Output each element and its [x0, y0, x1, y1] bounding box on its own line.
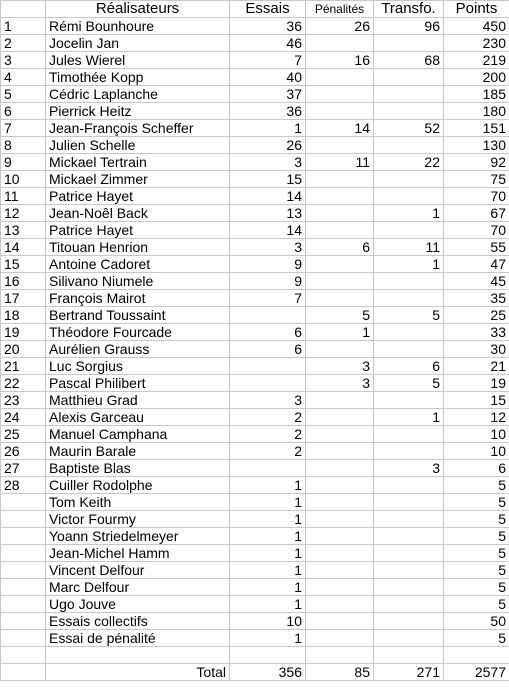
penalites-cell[interactable]	[306, 171, 374, 188]
name-cell[interactable]	[46, 647, 230, 664]
rank-cell[interactable]: 3	[1, 52, 46, 69]
points-cell[interactable]: 75	[444, 171, 509, 188]
transfo-cell[interactable]: 3	[374, 460, 444, 477]
table-row	[1, 613, 509, 630]
name-cell[interactable]: Silivano Niumele	[46, 273, 230, 290]
transfo-cell[interactable]	[374, 188, 444, 205]
transfo-cell[interactable]	[374, 426, 444, 443]
transfo-cell[interactable]	[374, 528, 444, 545]
points-cell[interactable]: 151	[444, 120, 509, 137]
penalites-cell[interactable]	[306, 341, 374, 358]
points-cell[interactable]: 200	[444, 69, 509, 86]
points-cell[interactable]: 5	[444, 494, 509, 511]
essais-cell[interactable]: 7	[230, 290, 306, 307]
transfo-cell[interactable]	[374, 647, 444, 664]
total-transfo[interactable]: 271	[374, 664, 444, 681]
table-row	[1, 426, 509, 443]
transfo-cell[interactable]	[374, 35, 444, 52]
rank-cell[interactable]: 11	[1, 188, 46, 205]
name-cell[interactable]: Théodore Fourcade	[46, 324, 230, 341]
penalites-cell[interactable]	[306, 392, 374, 409]
essais-cell[interactable]	[230, 460, 306, 477]
points-cell[interactable]: 67	[444, 205, 509, 222]
transfo-cell[interactable]	[374, 545, 444, 562]
name-cell[interactable]: Antoine Cadoret	[46, 256, 230, 273]
table-row	[1, 477, 509, 494]
table-row	[1, 562, 509, 579]
name-cell[interactable]: Jean-Noêl Back	[46, 205, 230, 222]
essais-cell[interactable]: 1	[230, 579, 306, 596]
table-row	[1, 273, 509, 290]
penalites-cell[interactable]	[306, 426, 374, 443]
table-row	[1, 171, 509, 188]
name-cell[interactable]: Cédric Laplanche	[46, 86, 230, 103]
table-row	[1, 120, 509, 137]
transfo-cell[interactable]	[374, 341, 444, 358]
points-cell[interactable]	[444, 647, 509, 664]
table-row	[1, 307, 509, 324]
transfo-cell[interactable]	[374, 69, 444, 86]
rank-cell[interactable]: 16	[1, 273, 46, 290]
rank-cell[interactable]	[1, 630, 46, 647]
transfo-cell[interactable]	[374, 273, 444, 290]
penalites-cell[interactable]	[306, 69, 374, 86]
penalites-cell[interactable]	[306, 460, 374, 477]
name-cell[interactable]: Alexis Garceau	[46, 409, 230, 426]
name-cell[interactable]: Aurélien Grauss	[46, 341, 230, 358]
transfo-cell[interactable]	[374, 443, 444, 460]
transfo-cell[interactable]	[374, 511, 444, 528]
points-cell[interactable]: 19	[444, 375, 509, 392]
penalites-cell[interactable]	[306, 188, 374, 205]
penalites-cell[interactable]	[306, 409, 374, 426]
penalites-cell[interactable]	[306, 273, 374, 290]
name-cell[interactable]: Marc Delfour	[46, 579, 230, 596]
essais-cell[interactable]: 1	[230, 511, 306, 528]
table-row	[1, 103, 509, 120]
rank-cell[interactable]	[1, 647, 46, 664]
essais-cell[interactable]: 36	[230, 18, 306, 35]
transfo-cell[interactable]: 1	[374, 205, 444, 222]
rank-cell[interactable]: 20	[1, 341, 46, 358]
table-row	[1, 630, 509, 647]
penalites-cell[interactable]: 5	[306, 307, 374, 324]
rank-cell[interactable]: 12	[1, 205, 46, 222]
rank-cell[interactable]: 6	[1, 103, 46, 120]
name-cell[interactable]: Mickael Zimmer	[46, 171, 230, 188]
points-cell[interactable]: 50	[444, 613, 509, 630]
points-cell[interactable]: 70	[444, 222, 509, 239]
penalites-cell[interactable]	[306, 137, 374, 154]
penalites-cell[interactable]	[306, 630, 374, 647]
name-cell[interactable]: Jean-François Scheffer	[46, 120, 230, 137]
transfo-cell[interactable]	[374, 324, 444, 341]
essais-cell[interactable]	[230, 307, 306, 324]
transfo-cell[interactable]	[374, 562, 444, 579]
penalites-cell[interactable]	[306, 511, 374, 528]
name-cell[interactable]: Bertrand Toussaint	[46, 307, 230, 324]
table-row	[1, 596, 509, 613]
name-cell[interactable]: Tom Keith	[46, 494, 230, 511]
essais-cell[interactable]: 1	[230, 562, 306, 579]
points-cell[interactable]: 92	[444, 154, 509, 171]
points-cell[interactable]: 33	[444, 324, 509, 341]
name-cell[interactable]: Baptiste Blas	[46, 460, 230, 477]
rank-cell[interactable]	[1, 596, 46, 613]
rank-cell[interactable]: 28	[1, 477, 46, 494]
name-cell[interactable]: Luc Sorgius	[46, 358, 230, 375]
name-cell[interactable]: Maurin Barale	[46, 443, 230, 460]
essais-cell[interactable]: 1	[230, 545, 306, 562]
transfo-cell[interactable]	[374, 392, 444, 409]
table-row	[1, 222, 509, 239]
table-row	[1, 18, 509, 35]
transfo-cell[interactable]: 1	[374, 409, 444, 426]
essais-cell[interactable]: 2	[230, 409, 306, 426]
transfo-cell[interactable]: 5	[374, 375, 444, 392]
rank-cell[interactable]: 19	[1, 324, 46, 341]
essais-cell[interactable]: 1	[230, 494, 306, 511]
penalites-cell[interactable]	[306, 494, 374, 511]
penalites-cell[interactable]	[306, 596, 374, 613]
essais-cell[interactable]: 37	[230, 86, 306, 103]
rank-cell[interactable]: 15	[1, 256, 46, 273]
transfo-cell[interactable]	[374, 596, 444, 613]
rank-cell[interactable]: 18	[1, 307, 46, 324]
essais-cell[interactable]: 46	[230, 35, 306, 52]
header-points[interactable]: Points	[444, 1, 509, 18]
penalites-cell[interactable]: 3	[306, 375, 374, 392]
essais-cell[interactable]: 13	[230, 205, 306, 222]
name-cell[interactable]: Pascal Philibert	[46, 375, 230, 392]
essais-cell[interactable]: 6	[230, 341, 306, 358]
rank-cell[interactable]: 25	[1, 426, 46, 443]
name-cell[interactable]: Cuiller Rodolphe	[46, 477, 230, 494]
table-row	[1, 545, 509, 562]
points-cell[interactable]: 219	[444, 52, 509, 69]
points-cell[interactable]: 5	[444, 579, 509, 596]
points-cell[interactable]: 55	[444, 239, 509, 256]
total-rank-cell[interactable]	[1, 664, 46, 681]
transfo-cell[interactable]	[374, 613, 444, 630]
points-cell[interactable]: 5	[444, 528, 509, 545]
penalites-cell[interactable]	[306, 528, 374, 545]
rank-cell[interactable]: 1	[1, 18, 46, 35]
points-cell[interactable]: 21	[444, 358, 509, 375]
transfo-cell[interactable]	[374, 630, 444, 647]
table-row	[1, 205, 509, 222]
rank-cell[interactable]: 23	[1, 392, 46, 409]
name-cell[interactable]: Titouan Henrion	[46, 239, 230, 256]
total-points[interactable]: 2577	[444, 664, 509, 681]
essais-cell[interactable]: 15	[230, 171, 306, 188]
name-cell[interactable]: Jocelin Jan	[46, 35, 230, 52]
penalites-cell[interactable]	[306, 477, 374, 494]
table-row	[1, 358, 509, 375]
table-row	[1, 290, 509, 307]
rank-cell[interactable]	[1, 613, 46, 630]
name-cell[interactable]: Timothée Kopp	[46, 69, 230, 86]
rank-cell[interactable]: 22	[1, 375, 46, 392]
header-transfo[interactable]: Transfo.	[374, 1, 444, 18]
table-row	[1, 341, 509, 358]
rank-cell[interactable]	[1, 511, 46, 528]
essais-cell[interactable]: 36	[230, 103, 306, 120]
essais-cell[interactable]	[230, 358, 306, 375]
table-row	[1, 137, 509, 154]
header-row	[1, 1, 509, 18]
rank-cell[interactable]: 9	[1, 154, 46, 171]
header-essais[interactable]: Essais	[230, 1, 306, 18]
rank-cell[interactable]: 17	[1, 290, 46, 307]
table-row	[1, 511, 509, 528]
table-row	[1, 256, 509, 273]
penalites-cell[interactable]	[306, 205, 374, 222]
name-cell[interactable]: Patrice Hayet	[46, 188, 230, 205]
header-rank-cell[interactable]	[1, 1, 46, 18]
penalites-cell[interactable]	[306, 545, 374, 562]
penalites-cell[interactable]	[306, 86, 374, 103]
table-row	[1, 392, 509, 409]
name-cell[interactable]: Vincent Delfour	[46, 562, 230, 579]
transfo-cell[interactable]: 68	[374, 52, 444, 69]
rank-cell[interactable]: 2	[1, 35, 46, 52]
essais-cell[interactable]: 10	[230, 613, 306, 630]
transfo-cell[interactable]: 5	[374, 307, 444, 324]
points-cell[interactable]: 25	[444, 307, 509, 324]
penalites-cell[interactable]: 3	[306, 358, 374, 375]
points-cell[interactable]: 5	[444, 545, 509, 562]
penalites-cell[interactable]	[306, 647, 374, 664]
name-cell[interactable]: Yoann Striedelmeyer	[46, 528, 230, 545]
table-row	[1, 324, 509, 341]
transfo-cell[interactable]	[374, 494, 444, 511]
name-cell[interactable]: Ugo Jouve	[46, 596, 230, 613]
total-essais[interactable]: 356	[230, 664, 306, 681]
points-cell[interactable]: 5	[444, 630, 509, 647]
rank-cell[interactable]: 26	[1, 443, 46, 460]
transfo-cell[interactable]	[374, 86, 444, 103]
essais-cell[interactable]: 1	[230, 596, 306, 613]
table-row	[1, 35, 509, 52]
transfo-cell[interactable]: 6	[374, 358, 444, 375]
essais-cell[interactable]: 9	[230, 256, 306, 273]
points-cell[interactable]: 5	[444, 562, 509, 579]
essais-cell[interactable]: 1	[230, 120, 306, 137]
name-cell[interactable]: François Mairot	[46, 290, 230, 307]
essais-cell[interactable]	[230, 647, 306, 664]
penalites-cell[interactable]	[306, 256, 374, 273]
penalites-cell[interactable]	[306, 562, 374, 579]
transfo-cell[interactable]: 52	[374, 120, 444, 137]
essais-cell[interactable]: 2	[230, 426, 306, 443]
table-row	[1, 579, 509, 596]
name-cell[interactable]: Pierrick Heitz	[46, 103, 230, 120]
points-cell[interactable]: 450	[444, 18, 509, 35]
essais-cell[interactable]: 14	[230, 222, 306, 239]
header-realisateurs[interactable]: Réalisateurs	[46, 1, 230, 18]
name-cell[interactable]: Victor Fourmy	[46, 511, 230, 528]
points-cell[interactable]: 12	[444, 409, 509, 426]
name-cell[interactable]: Jean-Michel Hamm	[46, 545, 230, 562]
rank-cell[interactable]: 24	[1, 409, 46, 426]
essais-cell[interactable]	[230, 375, 306, 392]
rank-cell[interactable]	[1, 545, 46, 562]
penalites-cell[interactable]: 26	[306, 18, 374, 35]
points-cell[interactable]: 5	[444, 511, 509, 528]
essais-cell[interactable]: 1	[230, 630, 306, 647]
points-cell[interactable]: 30	[444, 341, 509, 358]
essais-cell[interactable]: 7	[230, 52, 306, 69]
table-row	[1, 239, 509, 256]
points-cell[interactable]: 15	[444, 392, 509, 409]
transfo-cell[interactable]	[374, 477, 444, 494]
transfo-cell[interactable]	[374, 137, 444, 154]
table-row	[1, 69, 509, 86]
points-cell[interactable]: 10	[444, 443, 509, 460]
essais-cell[interactable]: 2	[230, 443, 306, 460]
points-cell[interactable]: 35	[444, 290, 509, 307]
essais-cell[interactable]: 1	[230, 477, 306, 494]
name-cell[interactable]: Essai de pénalité	[46, 630, 230, 647]
transfo-cell[interactable]: 22	[374, 154, 444, 171]
transfo-cell[interactable]	[374, 171, 444, 188]
name-cell[interactable]: Jules Wierel	[46, 52, 230, 69]
name-cell[interactable]: Mickael Tertrain	[46, 154, 230, 171]
essais-cell[interactable]: 6	[230, 324, 306, 341]
table-row	[1, 375, 509, 392]
essais-cell[interactable]: 14	[230, 188, 306, 205]
penalites-cell[interactable]	[306, 222, 374, 239]
points-cell[interactable]: 70	[444, 188, 509, 205]
points-cell[interactable]: 5	[444, 596, 509, 613]
essais-cell[interactable]: 40	[230, 69, 306, 86]
essais-cell[interactable]: 9	[230, 273, 306, 290]
penalites-cell[interactable]: 14	[306, 120, 374, 137]
table-row	[1, 528, 509, 545]
penalites-cell[interactable]: 16	[306, 52, 374, 69]
rank-cell[interactable]: 8	[1, 137, 46, 154]
essais-cell[interactable]: 3	[230, 392, 306, 409]
essais-cell[interactable]: 1	[230, 528, 306, 545]
table-row	[1, 188, 509, 205]
name-cell[interactable]: Essais collectifs	[46, 613, 230, 630]
penalites-cell[interactable]	[306, 290, 374, 307]
table-row	[1, 52, 509, 69]
rank-cell[interactable]	[1, 579, 46, 596]
points-cell[interactable]: 45	[444, 273, 509, 290]
points-cell[interactable]: 180	[444, 103, 509, 120]
total-penalites[interactable]: 85	[306, 664, 374, 681]
penalites-cell[interactable]	[306, 613, 374, 630]
penalites-cell[interactable]: 1	[306, 324, 374, 341]
transfo-cell[interactable]	[374, 579, 444, 596]
total-row	[1, 664, 509, 681]
penalites-cell[interactable]	[306, 579, 374, 596]
points-cell[interactable]: 47	[444, 256, 509, 273]
transfo-cell[interactable]: 11	[374, 239, 444, 256]
header-penalites[interactable]: Pénalités	[306, 1, 374, 18]
points-cell[interactable]: 6	[444, 460, 509, 477]
penalites-cell[interactable]	[306, 35, 374, 52]
rank-cell[interactable]	[1, 562, 46, 579]
rank-cell[interactable]: 4	[1, 69, 46, 86]
penalites-cell[interactable]	[306, 443, 374, 460]
table-row	[1, 460, 509, 477]
name-cell[interactable]: Manuel Camphana	[46, 426, 230, 443]
name-cell[interactable]: Patrice Hayet	[46, 222, 230, 239]
points-cell[interactable]: 10	[444, 426, 509, 443]
name-cell[interactable]: Matthieu Grad	[46, 392, 230, 409]
rank-cell[interactable]: 5	[1, 86, 46, 103]
essais-cell[interactable]: 26	[230, 137, 306, 154]
penalites-cell[interactable]: 11	[306, 154, 374, 171]
essais-cell[interactable]: 3	[230, 239, 306, 256]
transfo-cell[interactable]	[374, 103, 444, 120]
table-row	[1, 86, 509, 103]
table-row	[1, 494, 509, 511]
rank-cell[interactable]: 14	[1, 239, 46, 256]
table-row	[1, 443, 509, 460]
transfo-cell[interactable]: 96	[374, 18, 444, 35]
table-row	[1, 409, 509, 426]
points-cell[interactable]: 185	[444, 86, 509, 103]
rank-cell[interactable]: 13	[1, 222, 46, 239]
transfo-cell[interactable]: 1	[374, 256, 444, 273]
transfo-cell[interactable]	[374, 222, 444, 239]
points-cell[interactable]: 5	[444, 477, 509, 494]
points-cell[interactable]: 130	[444, 137, 509, 154]
rank-cell[interactable]: 10	[1, 171, 46, 188]
rank-cell[interactable]	[1, 528, 46, 545]
rank-cell[interactable]	[1, 494, 46, 511]
transfo-cell[interactable]	[374, 290, 444, 307]
name-cell[interactable]: Rémi Bounhoure	[46, 18, 230, 35]
table-row	[1, 154, 509, 171]
penalites-cell[interactable]	[306, 103, 374, 120]
table-row	[1, 647, 509, 664]
name-cell[interactable]: Julien Schelle	[46, 137, 230, 154]
points-cell[interactable]: 230	[444, 35, 509, 52]
essais-cell[interactable]: 3	[230, 154, 306, 171]
rank-cell[interactable]: 7	[1, 120, 46, 137]
rank-cell[interactable]: 27	[1, 460, 46, 477]
total-label[interactable]: Total	[46, 664, 230, 681]
rank-cell[interactable]: 21	[1, 358, 46, 375]
penalites-cell[interactable]: 6	[306, 239, 374, 256]
